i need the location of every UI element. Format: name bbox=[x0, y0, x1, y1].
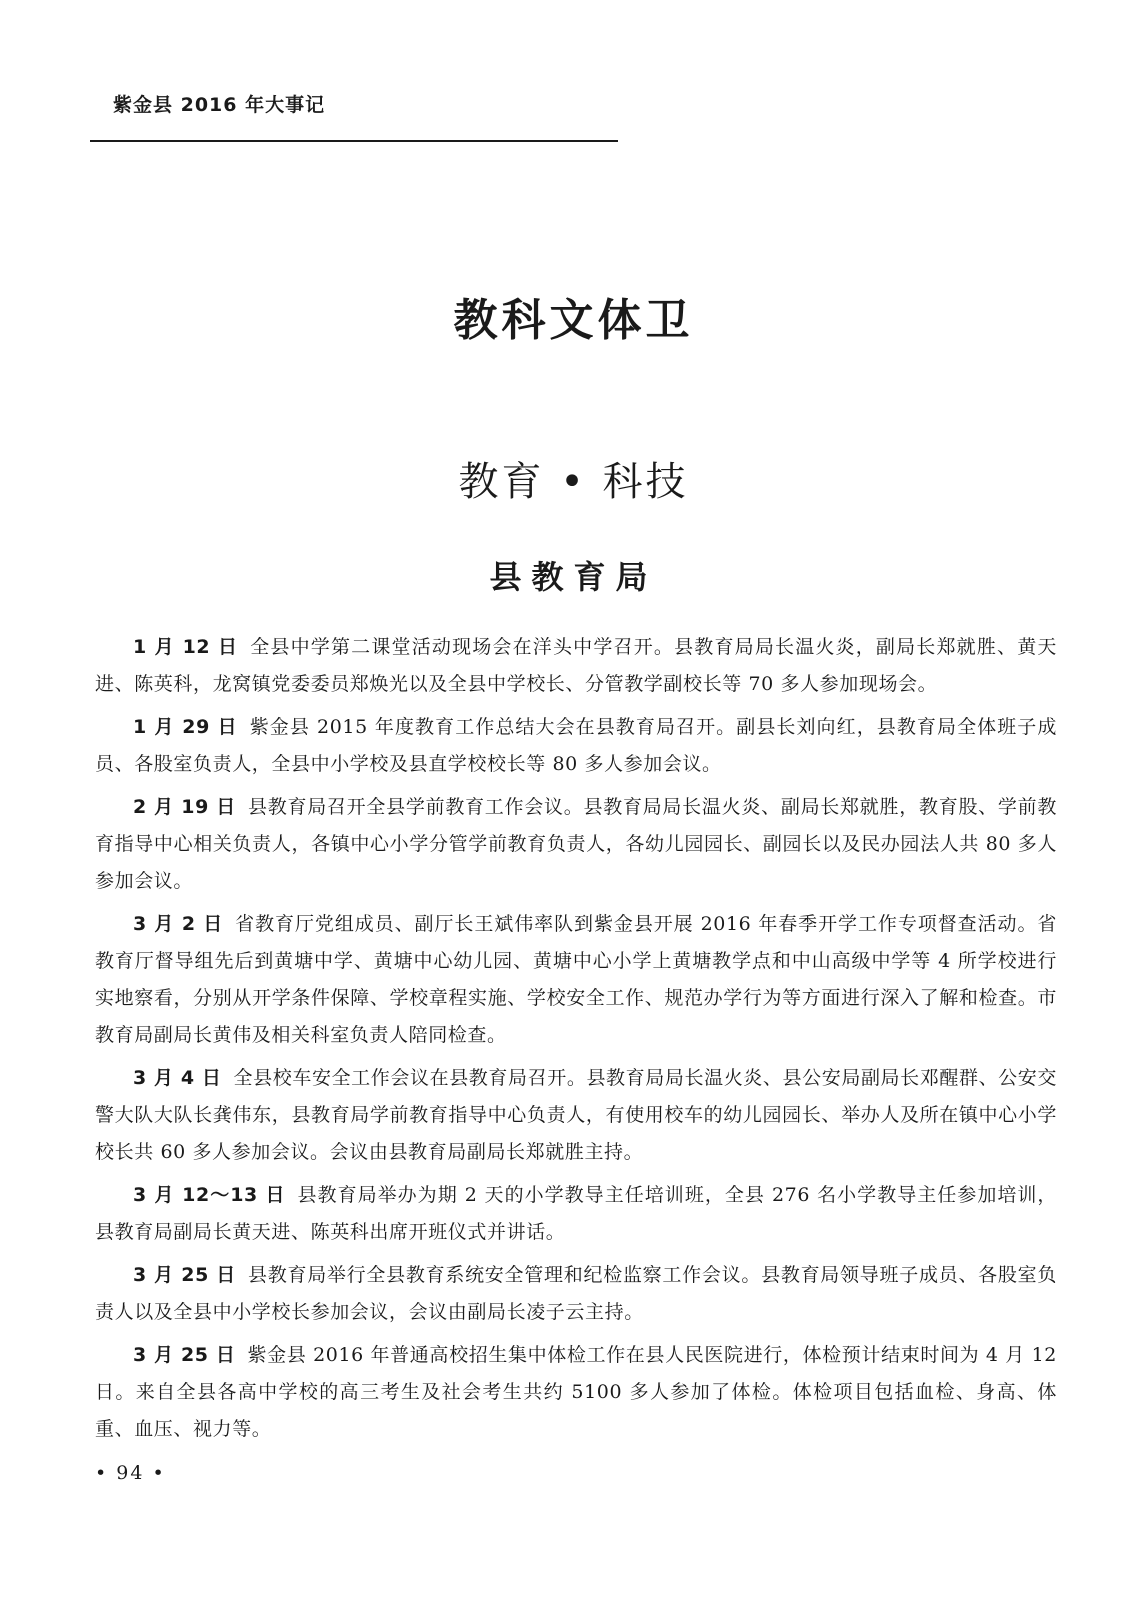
subsection-title: 县教育局 bbox=[489, 558, 658, 596]
running-head: 紫金县 2016 年大事记 bbox=[113, 94, 326, 116]
entry-text: 全县校车安全工作会议在县教育局召开。县教育局局长温火炎、县公安局副局长邓醒群、公安交警大队大队长龚伟东，县教育局学前教育指导中心负责人，有使用校车的幼儿园园长、举办人及所在镇中心小学校长共 60 多人参加会议。会议由县教育局副局长郑就胜主持。 bbox=[95, 1067, 1057, 1163]
chronicle-entry bbox=[95, 1257, 1057, 1331]
entry-text: 紫金县 2016 年普通高校招生集中体检工作在县人民医院进行，体检预计结束时间为 4 月 12 日。来自全县各高中学校的高三考生及社会考生共约 5100 多人参加了体检。体检项目包括血检、身高、体重、血压、视力等。 bbox=[95, 1344, 1057, 1440]
entry-date: 1 月 29 日 bbox=[133, 716, 238, 738]
chronicle-entry bbox=[95, 1337, 1057, 1448]
entry-date: 3 月 4 日 bbox=[133, 1067, 222, 1089]
entry-text: 县教育局召开全县学前教育工作会议。县教育局局长温火炎、副局长郑就胜，教育股、学前教育指导中心相关负责人，各镇中心小学分管学前教育负责人，各幼儿园园长、副园长以及民办园法人共 80 多人参加会议。 bbox=[95, 796, 1057, 892]
chapter-title: 教科文体卫 bbox=[453, 295, 694, 346]
entry-date: 3 月 12～13 日 bbox=[133, 1184, 286, 1206]
chronicle-body bbox=[95, 629, 1057, 1454]
entry-text: 省教育厅党组成员、副厅长王斌伟率队到紫金县开展 2016 年春季开学工作专项督查活动。省教育厅督导组先后到黄塘中学、黄塘中心幼儿园、黄塘中心小学上黄塘教学点和中山高级中学等 4 所学校进行实地察看，分别从开学条件保障、学校章程实施、学校安全工作、规范办学行为等方面进行深入了解和检查。市教育局副局长黄伟及相关科室负责人陪同检查。 bbox=[95, 913, 1057, 1046]
entry-date: 3 月 25 日 bbox=[133, 1264, 236, 1286]
entry-text: 全县中学第二课堂活动现场会在洋头中学召开。县教育局局长温火炎，副局长郑就胜、黄天进、陈英科，龙窝镇党委委员郑焕光以及全县中学校长、分管教学副校长等 70 多人参加现场会。 bbox=[95, 636, 1057, 695]
chronicle-entry bbox=[95, 1060, 1057, 1171]
entry-date: 1 月 12 日 bbox=[133, 636, 239, 658]
page-number: • 94 • bbox=[95, 1462, 166, 1484]
chronicle-entry bbox=[95, 709, 1057, 783]
entry-date: 2 月 19 日 bbox=[133, 796, 236, 818]
entry-text: 县教育局举办为期 2 天的小学教导主任培训班，全县 276 名小学教导主任参加培训，县教育局副局长黄天进、陈英科出席开班仪式并讲话。 bbox=[95, 1184, 1057, 1243]
chronicle-entry bbox=[95, 1177, 1057, 1251]
entry-date: 3 月 25 日 bbox=[133, 1344, 236, 1366]
entry-text: 紫金县 2015 年度教育工作总结大会在县教育局召开。副县长刘向红，县教育局全体班子成员、各股室负责人，全县中小学校及县直学校校长等 80 多人参加会议。 bbox=[95, 716, 1057, 775]
header-rule bbox=[90, 140, 618, 142]
entry-date: 3 月 2 日 bbox=[133, 913, 224, 935]
section-title: 教育 • 科技 bbox=[458, 459, 689, 505]
entry-text: 县教育局举行全县教育系统安全管理和纪检监察工作会议。县教育局领导班子成员、各股室负责人以及全县中小学校长参加会议，会议由副局长凌子云主持。 bbox=[95, 1264, 1057, 1323]
chronicle-entry bbox=[95, 629, 1057, 703]
chronicle-entry bbox=[95, 906, 1057, 1054]
chronicle-entry bbox=[95, 789, 1057, 900]
